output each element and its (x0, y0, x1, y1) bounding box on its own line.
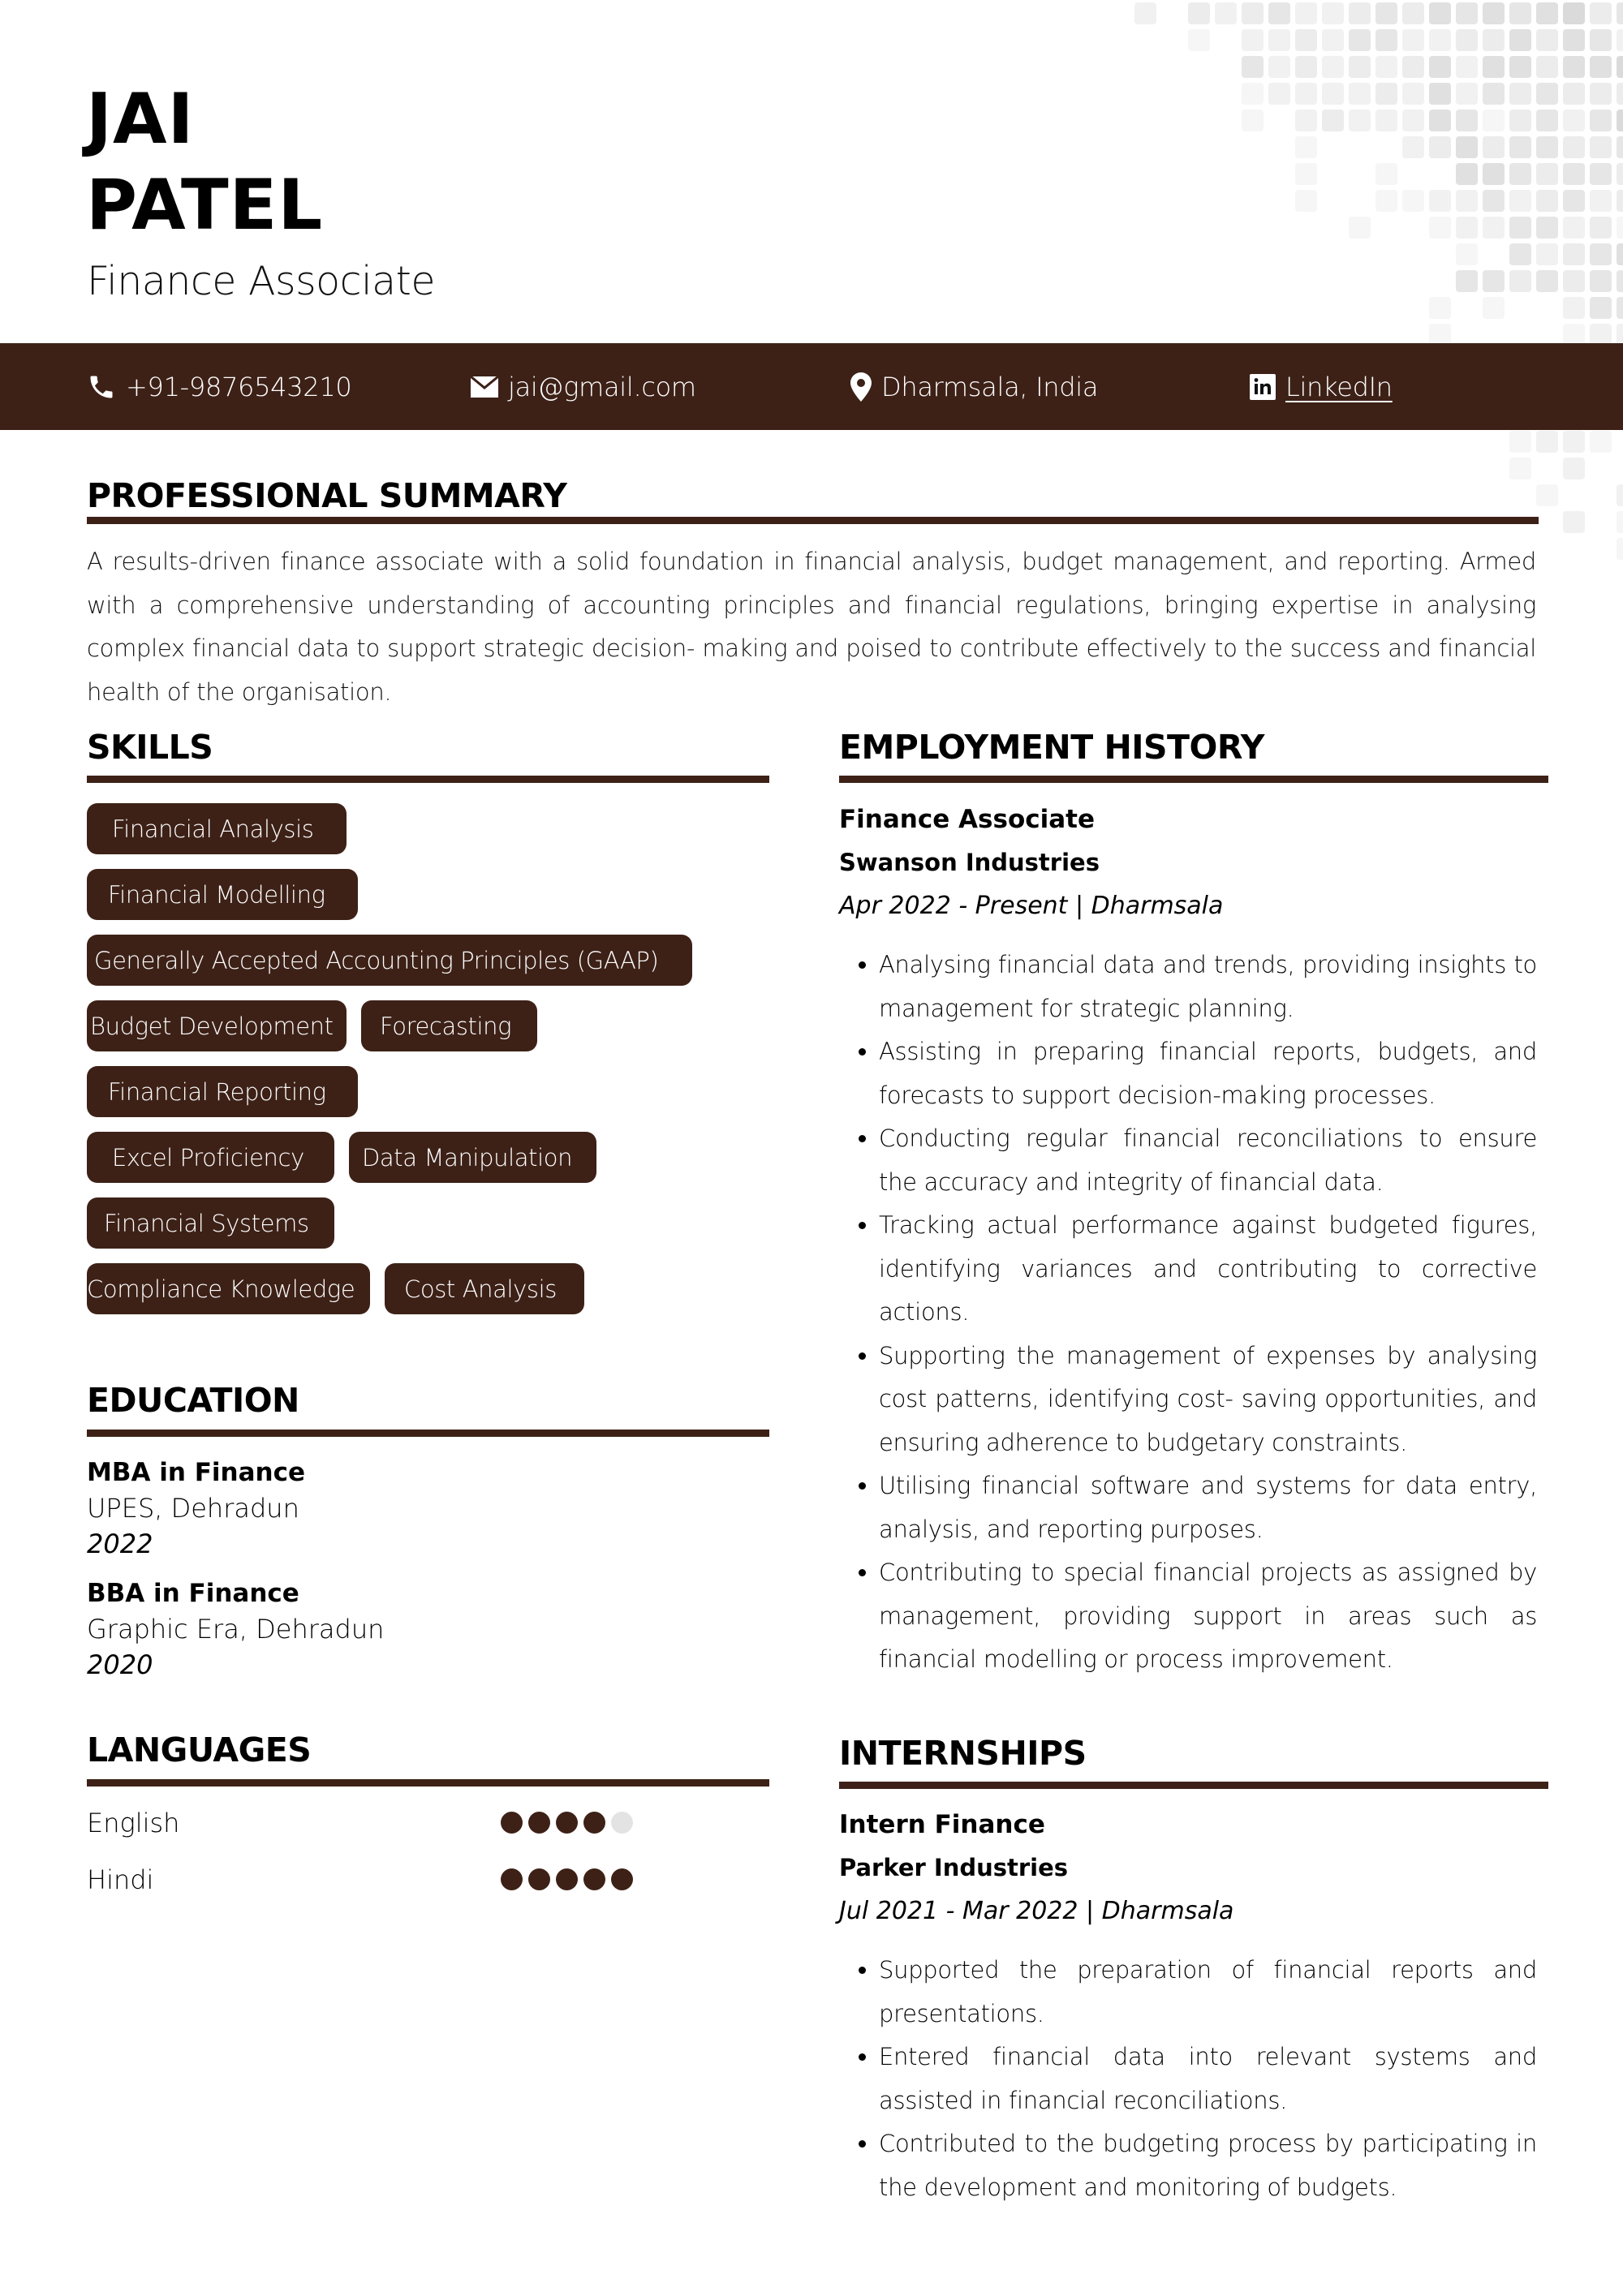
job-title: Finance Associate (87, 258, 436, 304)
skills-list (87, 803, 769, 1329)
language-name: English (87, 1808, 180, 1838)
employment-heading: EMPLOYMENT HISTORY (839, 728, 1264, 767)
dot-empty-icon (611, 1812, 633, 1834)
job-entry (839, 798, 1537, 1682)
company: Parker Industries (839, 1854, 1069, 1881)
dot-filled-icon (583, 1868, 605, 1890)
dot-filled-icon (528, 1868, 550, 1890)
bullet-item: • Supported the preparation of financial reports and presentations. (879, 1949, 1537, 2036)
degree: MBA in Finance (87, 1458, 306, 1487)
degree: BBA in Finance (87, 1579, 299, 1608)
phone-icon (87, 372, 116, 402)
phone-text: +91-9876543210 (126, 371, 352, 402)
skill-chip: Budget Development (87, 1000, 347, 1051)
job-title: Finance Associate (839, 805, 1096, 834)
internships-divider (839, 1782, 1548, 1789)
skill-chip: Financial Analysis (87, 803, 347, 854)
bullet-item: • Assisting in preparing financial reports, budgets, and forecasts to support decision-making processes. (879, 1030, 1537, 1117)
location-text: Dharmsala, India (881, 371, 1099, 402)
contact-bar (0, 343, 1623, 430)
education-heading: EDUCATION (87, 1381, 299, 1420)
dot-filled-icon (583, 1812, 605, 1834)
contact-phone[interactable] (87, 343, 351, 430)
email-text: jai@gmail.com (508, 371, 696, 402)
internships-heading: INTERNSHIPS (839, 1734, 1087, 1773)
bullet-item: • Contributed to the budgeting process by participating in the development and monitoring of budgets. (879, 2122, 1537, 2209)
school: UPES, Dehradun (87, 1493, 299, 1524)
internship-dates: Jul 2021 - Mar 2022 | Dharmsala (839, 1897, 1234, 1925)
skill-chip: Financial Modelling (87, 869, 358, 920)
linkedin-icon (1250, 374, 1276, 400)
contact-linkedin[interactable] (1250, 343, 1393, 430)
language-name: Hindi (87, 1864, 154, 1895)
skill-chip: Data Manipulation (349, 1132, 596, 1183)
job-dates: Apr 2022 - Present | Dharmsala (839, 892, 1224, 920)
summary-text: A results-driven finance associate with a solid foundation in financial analysis, budget management, and reporting. Armed with a comprehensive understanding of accounting principles and financial regulations, bringing expertise in analysing complex financial data to support strategic decision- making and poised to contribute effectively to the success and financial health of the organisation. (87, 548, 1536, 706)
education-divider (87, 1430, 769, 1437)
first-name: JAI (86, 79, 195, 160)
dot-filled-icon (528, 1812, 550, 1834)
year: 2022 (87, 1529, 153, 1559)
company: Swanson Industries (839, 849, 1100, 876)
summary-heading: PROFESSIONAL SUMMARY (87, 476, 567, 515)
education-entry (87, 1576, 384, 1683)
bullet-item: • Analysing financial data and trends, providing insights to management for strategic planning. (879, 944, 1537, 1030)
dot-filled-icon (501, 1812, 523, 1834)
internship-bullets (839, 1949, 1537, 2209)
bullet-item: • Tracking actual performance against budgeted figures, identifying variances and contributing to corrective actions. (879, 1204, 1537, 1335)
skill-chip: Compliance Knowledge (87, 1263, 370, 1314)
employment-divider (839, 776, 1548, 783)
languages-divider (87, 1779, 769, 1786)
skill-chip: Financial Reporting (87, 1066, 358, 1117)
skill-chip: Financial Systems (87, 1197, 334, 1249)
skills-divider (87, 776, 769, 783)
skill-chip: Excel Proficiency (87, 1132, 334, 1183)
map-pin-icon (850, 372, 872, 402)
bullet-item: • Contributing to special financial projects as assigned by management, providing support in areas such as financial modelling or process improvement. (879, 1551, 1537, 1682)
bullet-item: • Supporting the management of expenses by analysing cost patterns, identifying cost- saving opportunities, and ensuring adherence to budgetary constraints. (879, 1335, 1537, 1465)
bullet-item: • Conducting regular financial reconciliations to ensure the accuracy and integrity of financial data. (879, 1117, 1537, 1204)
internship-entry (839, 1804, 1537, 2209)
skills-heading: SKILLS (87, 728, 213, 767)
language-row (87, 1862, 769, 1898)
mail-icon (471, 376, 498, 398)
proficiency-dots (501, 1868, 633, 1890)
skill-chip: Cost Analysis (385, 1263, 584, 1314)
bullet-item: • Entered financial data into relevant systems and assisted in financial reconciliations. (879, 2036, 1537, 2122)
contact-location (850, 343, 1098, 430)
contact-email[interactable] (471, 343, 696, 430)
dot-filled-icon (611, 1868, 633, 1890)
dot-filled-icon (556, 1868, 578, 1890)
year: 2020 (87, 1649, 153, 1680)
education-entry (87, 1455, 305, 1562)
job-bullets (839, 944, 1537, 1682)
languages-heading: LANGUAGES (87, 1731, 312, 1769)
internship-title: Intern Finance (839, 1810, 1045, 1839)
summary-divider (87, 517, 1539, 524)
skill-chip: Forecasting (361, 1000, 537, 1051)
proficiency-dots (501, 1812, 633, 1834)
dot-filled-icon (556, 1812, 578, 1834)
linkedin-link[interactable]: LinkedIn (1285, 371, 1393, 402)
language-row (87, 1805, 769, 1841)
school: Graphic Era, Dehradun (87, 1614, 385, 1645)
bullet-item: • Utilising financial software and systems for data entry, analysis, and reporting purposes. (879, 1464, 1537, 1551)
skill-chip: Generally Accepted Accounting Principles (GAAP) (87, 935, 692, 986)
dot-filled-icon (501, 1868, 523, 1890)
last-name: PATEL (86, 165, 324, 246)
